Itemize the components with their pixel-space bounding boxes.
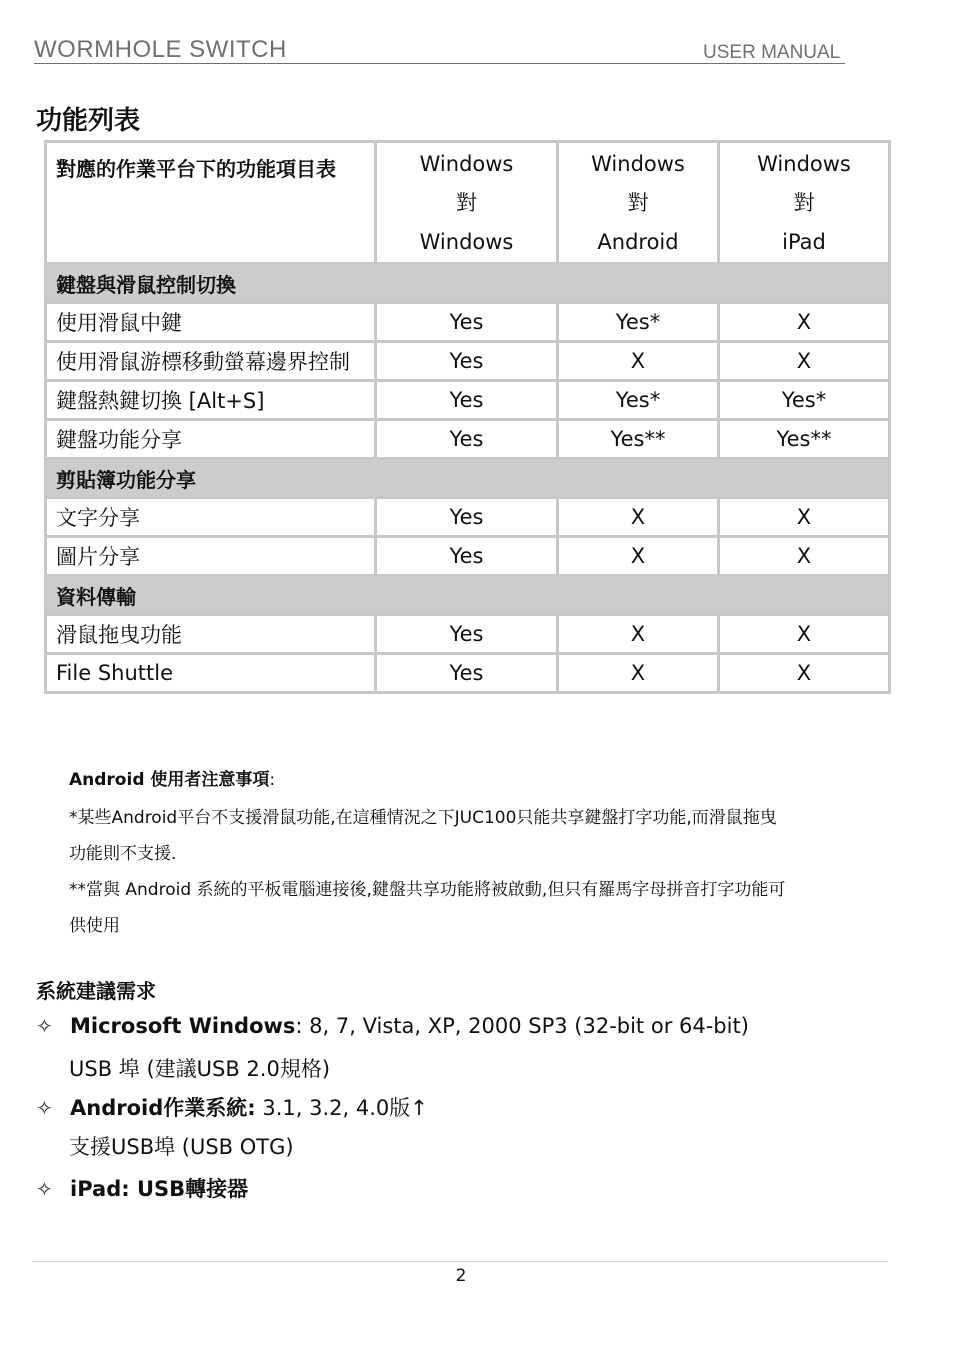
notes-title: Android 使用者注意事項: bbox=[69, 770, 276, 790]
page-number: 2 bbox=[455, 1266, 467, 1286]
bullet-icon: ✧ bbox=[36, 1014, 53, 1038]
requirement-windows-sub: USB 埠 (建議USB 2.0規格) bbox=[69, 1057, 331, 1081]
support-value: Yes bbox=[376, 498, 558, 537]
table-row bbox=[46, 498, 890, 537]
support-value: Yes bbox=[376, 615, 558, 654]
header-divider bbox=[34, 63, 845, 64]
feature-name: 文字分享 bbox=[46, 498, 376, 537]
requirements-title: 系統建議需求 bbox=[36, 979, 156, 1003]
table-row bbox=[46, 303, 890, 342]
support-value: X bbox=[558, 654, 719, 693]
table-row bbox=[46, 342, 890, 381]
feature-name: 使用滑鼠游標移動螢幕邊界控制 bbox=[46, 342, 376, 381]
header-line: Windows bbox=[419, 152, 514, 176]
header-line: Windows bbox=[591, 152, 685, 176]
note-1-line-2: 功能則不支援. bbox=[69, 844, 177, 864]
header-line: iPad bbox=[782, 230, 826, 254]
table-row bbox=[46, 615, 890, 654]
requirement-value: : 8, 7, Vista, XP, 2000 SP3 (32-bit or 64-bit) bbox=[295, 1014, 749, 1038]
category-label: 鍵盤與滑鼠控制切換 bbox=[46, 264, 890, 303]
note-2-line-2: 供使用 bbox=[69, 916, 120, 936]
feature-table bbox=[44, 140, 891, 694]
header-title: WORMHOLE SWITCH bbox=[34, 36, 287, 63]
support-value: Yes bbox=[376, 420, 558, 459]
requirement-windows bbox=[36, 1014, 749, 1038]
support-value: Yes bbox=[376, 537, 558, 576]
requirement-label: Android作業系統: bbox=[70, 1096, 256, 1120]
support-value: X bbox=[558, 537, 719, 576]
note-1-line-1: *某些Android平台不支援滑鼠功能,在這種情況之下JUC100只能共享鍵盤打字功能,而滑鼠拖曳 bbox=[69, 808, 777, 828]
support-value: X bbox=[558, 615, 719, 654]
support-value: X bbox=[558, 498, 719, 537]
requirement-label: iPad: USB轉接器 bbox=[70, 1177, 249, 1201]
header-line: 對 bbox=[456, 191, 477, 215]
header-line: Windows bbox=[419, 230, 514, 254]
support-value: X bbox=[558, 342, 719, 381]
footer-divider bbox=[32, 1261, 888, 1262]
bullet-icon: ✧ bbox=[36, 1096, 53, 1120]
requirement-android bbox=[36, 1092, 428, 1122]
table-row bbox=[46, 381, 890, 420]
feature-name: 滑鼠拖曳功能 bbox=[46, 615, 376, 654]
header-line: Windows bbox=[757, 152, 851, 176]
support-value: X bbox=[719, 654, 890, 693]
support-value: Yes bbox=[376, 381, 558, 420]
requirement-ipad bbox=[36, 1173, 248, 1203]
bullet-icon: ✧ bbox=[36, 1177, 53, 1201]
header-line: 對 bbox=[627, 191, 649, 215]
support-value: Yes* bbox=[558, 303, 719, 342]
category-row bbox=[46, 459, 890, 498]
feature-name: 圖片分享 bbox=[46, 537, 376, 576]
support-value: Yes bbox=[376, 342, 558, 381]
table-row bbox=[46, 537, 890, 576]
table-header-cell: 對應的作業平台下的功能項目表 bbox=[46, 142, 376, 264]
android-notes bbox=[69, 766, 889, 944]
support-value: Yes bbox=[376, 654, 558, 693]
support-value: Yes* bbox=[558, 381, 719, 420]
support-value: X bbox=[719, 537, 890, 576]
table-row bbox=[46, 654, 890, 693]
table-header-row bbox=[46, 142, 890, 264]
category-label: 剪貼簿功能分享 bbox=[46, 459, 890, 498]
feature-name: 鍵盤功能分享 bbox=[46, 420, 376, 459]
feature-name: 鍵盤熱鍵切換 [Alt+S] bbox=[46, 381, 376, 420]
requirement-value: 3.1, 3.2, 4.0版↑ bbox=[255, 1096, 428, 1120]
support-value: X bbox=[719, 342, 890, 381]
support-value: X bbox=[719, 303, 890, 342]
category-label: 資料傳輸 bbox=[46, 576, 890, 615]
requirement-label: Microsoft Windows bbox=[70, 1014, 296, 1038]
header-line: Android bbox=[597, 230, 679, 254]
feature-name: File Shuttle bbox=[46, 654, 376, 693]
category-row bbox=[46, 576, 890, 615]
table-header-cell bbox=[558, 142, 719, 264]
table-header-cell bbox=[719, 142, 890, 264]
header-line: 對 bbox=[793, 191, 815, 215]
support-value: Yes** bbox=[719, 420, 890, 459]
category-row bbox=[46, 264, 890, 303]
table-row bbox=[46, 420, 890, 459]
note-2-line-1: **當與 Android 系統的平板電腦連接後,鍵盤共享功能將被啟動,但只有羅馬字母拼音打字功能可 bbox=[69, 880, 786, 900]
support-value: X bbox=[719, 615, 890, 654]
section-title: 功能列表 bbox=[36, 106, 141, 136]
support-value: Yes bbox=[376, 303, 558, 342]
requirement-android-sub: 支援USB埠 (USB OTG) bbox=[69, 1135, 294, 1159]
support-value: Yes* bbox=[719, 381, 890, 420]
support-value: X bbox=[719, 498, 890, 537]
table-header-cell bbox=[376, 142, 558, 264]
support-value: Yes** bbox=[558, 420, 719, 459]
feature-name: 使用滑鼠中鍵 bbox=[46, 303, 376, 342]
header-subtitle: USER MANUAL bbox=[703, 42, 841, 63]
